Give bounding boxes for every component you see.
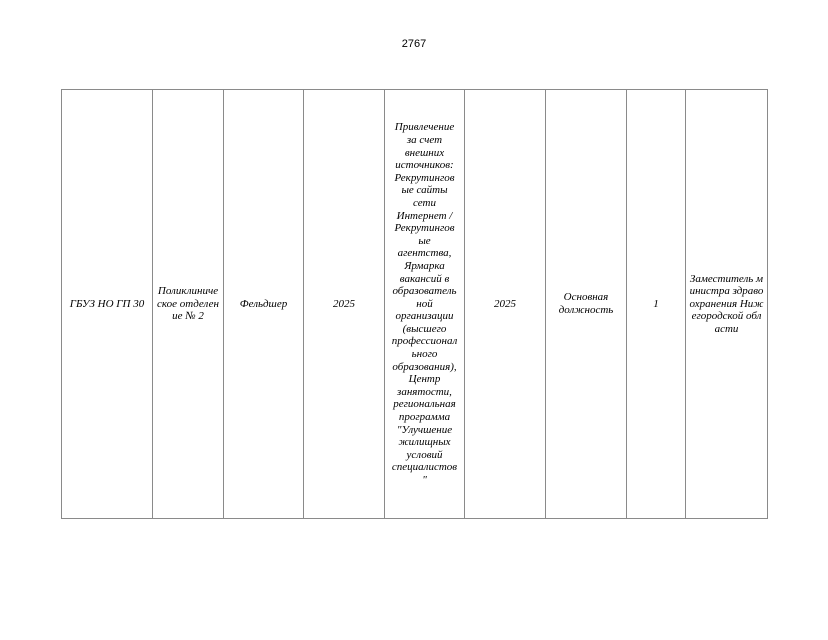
responsible-cell: Заместитель министра здравоохранения Нижегородской области: [686, 90, 768, 519]
employment-type-cell: Основная должность: [546, 90, 627, 519]
department-cell: Поликлиническое отделение № 2: [153, 90, 224, 519]
count-cell: 1: [627, 90, 686, 519]
table-row: [62, 90, 768, 519]
sources-cell: Привлечение за счет внешних источников: Рекрутингов ые сайты сети Интернет / Рекрутингов ые агентства, Ярмарка вакансий в образователь ной организации (высшего профессионал ьного образования), Центр занятости, региональная программа "Улучшение жилищных условий специалистов ": [385, 90, 465, 519]
page-number: 2767: [401, 38, 427, 50]
year-start-cell: 2025: [304, 90, 385, 519]
staffing-table: [61, 89, 768, 519]
organization-cell: ГБУЗ НО ГП 30: [62, 90, 153, 519]
year-end-cell: 2025: [465, 90, 546, 519]
position-cell: Фельдшер: [224, 90, 304, 519]
